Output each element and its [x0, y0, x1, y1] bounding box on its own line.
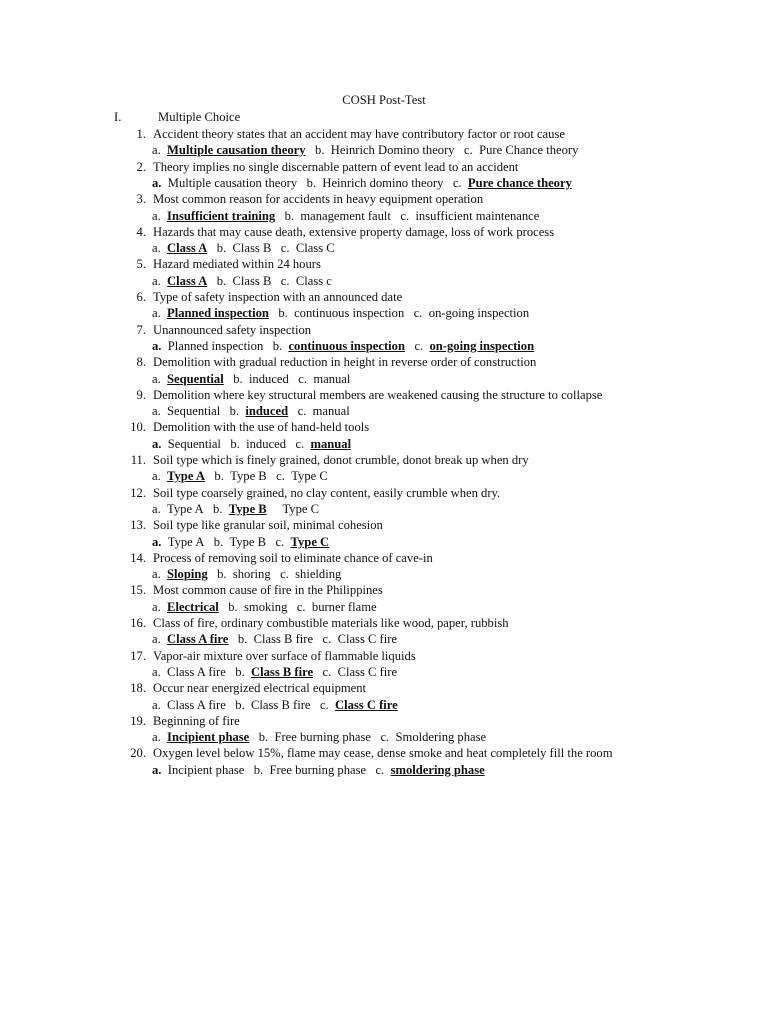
- correct-answer-text: induced: [245, 404, 289, 419]
- question-number: 16.: [130, 616, 146, 630]
- answer-options: [152, 208, 539, 224]
- option-text: Class A fire: [167, 664, 226, 679]
- option-letter: c.: [280, 273, 290, 288]
- answer-option: [286, 437, 351, 451]
- option-letter: b.: [216, 273, 227, 288]
- option-text: Heinrich domino theory: [322, 175, 444, 190]
- option-letter: b.: [213, 534, 224, 549]
- option-letter: b.: [216, 241, 227, 256]
- option-text: manual: [312, 404, 350, 419]
- answer-option: [152, 274, 207, 288]
- option-letter: b.: [278, 306, 288, 321]
- option-letter: c.: [280, 241, 290, 256]
- answer-options: [152, 142, 578, 158]
- correct-answer-text: Class A fire: [167, 632, 229, 647]
- option-text: Class C fire: [337, 664, 398, 679]
- option-letter: b.: [253, 762, 264, 777]
- answer-option: [271, 241, 334, 255]
- option-text: Heinrich Domino theory: [330, 143, 455, 158]
- answer-option: [152, 372, 224, 386]
- question-number: 4.: [136, 224, 146, 239]
- option-letter: c.: [319, 697, 329, 712]
- question-number: 11.: [130, 453, 146, 467]
- option-text: Type B: [229, 534, 267, 549]
- option-text: Pure Chance theory: [479, 143, 579, 158]
- answer-option: [271, 274, 332, 288]
- option-letter: b.: [284, 208, 295, 223]
- question-number: 8.: [136, 355, 146, 370]
- answer-options: [152, 566, 341, 582]
- question-text: Soil type which is finely grained, donot crumble, donot break up when dry: [153, 453, 529, 467]
- answer-option: [297, 176, 443, 190]
- option-letter: c.: [413, 306, 423, 321]
- option-letter: c.: [452, 175, 462, 190]
- option-letter: a.: [152, 567, 161, 582]
- correct-answer-text: Type B: [228, 501, 267, 516]
- option-letter: b.: [228, 599, 238, 614]
- answer-option: [405, 339, 534, 353]
- question-number: 2.: [136, 159, 146, 174]
- correct-answer-text: Incipient phase: [167, 730, 250, 745]
- answer-options: [152, 729, 486, 745]
- question-text: Process of removing soil to eliminate chance of cave-in: [153, 550, 433, 565]
- question-text: Vapor-air mixture over surface of flammable liquids: [153, 648, 416, 663]
- answer-option: [152, 469, 205, 483]
- question-number: 14.: [130, 550, 146, 565]
- answer-options: [152, 697, 398, 713]
- answer-option: [152, 567, 208, 581]
- option-text: continuous inspection: [294, 306, 405, 321]
- option-text: Class B: [232, 273, 272, 288]
- option-letter: c.: [322, 632, 332, 647]
- option-letter: c.: [375, 762, 385, 777]
- option-letter: c.: [400, 208, 410, 223]
- answer-option: [249, 730, 371, 744]
- question-text: Unannounced safety inspection: [153, 322, 312, 337]
- option-text: Sequential: [167, 436, 221, 451]
- answer-option: [391, 209, 539, 223]
- answer-option: [152, 698, 226, 712]
- question-number: 7.: [136, 322, 146, 337]
- answer-options: [152, 305, 529, 321]
- question-number: 18.: [130, 681, 146, 696]
- option-text: Multiple causation theory: [167, 175, 298, 190]
- answer-options: [152, 273, 332, 289]
- answer-option: [371, 730, 486, 744]
- question-text: Most common reason for accidents in heavy equipment operation: [153, 192, 484, 207]
- answer-option: [152, 600, 219, 614]
- question-number: 5.: [136, 257, 146, 272]
- option-letter: a.: [152, 599, 161, 614]
- answer-option: [275, 209, 391, 223]
- answer-option: [152, 535, 204, 549]
- answer-option: [205, 469, 267, 483]
- option-text: Type B: [230, 469, 267, 484]
- option-letter: c.: [295, 436, 305, 451]
- question-text: Accident theory states that an accident may have contributory factor or root cause: [153, 127, 565, 141]
- option-letter: c.: [296, 599, 306, 614]
- answer-options: [152, 468, 328, 484]
- answer-option: [220, 404, 288, 418]
- question-text: Oxygen level below 15%, flame may cease, dense smoke and heat completely fill the room: [153, 746, 613, 761]
- answer-option: [207, 241, 271, 255]
- question-number: 9.: [136, 387, 146, 402]
- answer-option: [152, 665, 226, 679]
- correct-answer-text: manual: [310, 436, 352, 451]
- question-text: Demolition with gradual reduction in height in reverse order of construction: [153, 355, 537, 370]
- correct-answer-text: Class A: [167, 273, 208, 288]
- answer-option: [289, 372, 351, 386]
- option-letter: b.: [229, 404, 240, 419]
- option-letter: c.: [280, 567, 289, 582]
- option-letter: a.: [152, 534, 162, 549]
- option-text: on-going inspection: [428, 306, 530, 321]
- answer-options: [152, 501, 319, 517]
- option-letter: a.: [152, 469, 161, 484]
- question-text: Hazards that may cause death, extensive property damage, loss of work process: [153, 224, 555, 239]
- option-text: Sequential: [167, 404, 221, 419]
- answer-option: [152, 502, 204, 516]
- correct-answer-text: Sequential: [167, 371, 224, 386]
- answer-option: [152, 176, 297, 190]
- option-letter: c.: [322, 664, 332, 679]
- option-text: Type A: [167, 501, 204, 516]
- option-text: management fault: [300, 208, 391, 223]
- question-text: Occur near energized electrical equipment: [153, 681, 367, 696]
- option-letter: a.: [152, 371, 161, 386]
- question-text: Theory implies no single discernable pattern of event lead to an accident: [153, 159, 519, 174]
- answer-option: [208, 567, 271, 581]
- answer-option: [226, 665, 313, 679]
- answer-options: [152, 403, 350, 419]
- section-number: I.: [114, 110, 122, 124]
- option-letter: a.: [152, 404, 161, 419]
- option-text: Class c: [295, 273, 332, 288]
- question-text: Class of fire, ordinary combustible materials like wood, paper, rubbish: [153, 616, 509, 630]
- option-text: Class B fire: [251, 697, 311, 712]
- answer-option: [266, 535, 329, 549]
- answer-option: [443, 176, 572, 190]
- option-text: Class B: [232, 241, 272, 256]
- answer-option: [152, 404, 220, 418]
- option-text: Class C fire: [337, 632, 398, 647]
- answer-option: [455, 143, 579, 157]
- answer-option: [152, 763, 244, 777]
- answer-option: [267, 502, 319, 516]
- question-text: Soil type coarsely grained, no clay content, easily crumble when dry.: [153, 485, 501, 500]
- question-number: 3.: [136, 192, 146, 207]
- option-letter: a.: [152, 338, 162, 353]
- answer-option: [221, 437, 286, 451]
- option-letter: b.: [235, 664, 245, 679]
- option-text: induced: [248, 371, 289, 386]
- correct-answer-text: Electrical: [167, 599, 219, 614]
- option-text: smoking: [244, 599, 288, 614]
- answer-option: [152, 632, 228, 646]
- answer-options: [152, 338, 534, 354]
- answer-options: [152, 371, 350, 387]
- answer-options: [152, 240, 335, 256]
- option-text: shielding: [295, 567, 342, 582]
- correct-answer-text: Planned inspection: [167, 306, 269, 321]
- answer-option: [224, 372, 289, 386]
- answer-option: [219, 600, 288, 614]
- correct-answer-text: Type A: [167, 469, 205, 484]
- option-letter: c.: [275, 534, 285, 549]
- answer-option: [152, 437, 221, 451]
- correct-answer-text: Pure chance theory: [467, 175, 572, 190]
- question-number: 13.: [130, 518, 146, 533]
- option-letter: a.: [152, 501, 161, 516]
- answer-option: [313, 632, 397, 646]
- option-text: Class B fire: [253, 632, 314, 647]
- option-letter: b.: [233, 371, 243, 386]
- question-text: Beginning of fire: [153, 713, 240, 728]
- answer-option: [404, 306, 529, 320]
- question-number: 12.: [130, 485, 146, 500]
- option-text: Planned inspection: [167, 338, 264, 353]
- answer-options: [152, 175, 572, 191]
- question-number: 20.: [130, 746, 146, 761]
- answer-option: [269, 306, 404, 320]
- answer-options: [152, 436, 351, 452]
- answer-option: [287, 600, 376, 614]
- correct-answer-text: smoldering phase: [390, 762, 485, 777]
- answer-options: [152, 631, 397, 647]
- answer-option: [204, 502, 267, 516]
- option-letter: a.: [152, 697, 161, 712]
- option-letter: b.: [272, 338, 283, 353]
- option-letter: a.: [152, 143, 161, 158]
- option-letter: c.: [464, 143, 473, 158]
- option-text: Class C: [295, 241, 335, 256]
- answer-option: [204, 535, 266, 549]
- answer-option: [366, 763, 485, 777]
- question-number: 1.: [136, 127, 146, 141]
- option-letter: c.: [380, 730, 390, 745]
- answer-option: [152, 143, 306, 157]
- answer-option: [152, 306, 269, 320]
- option-letter: b.: [235, 697, 245, 712]
- answer-option: [306, 143, 455, 157]
- correct-answer-text: continuous inspection: [288, 338, 405, 353]
- option-text: Smoldering phase: [395, 730, 487, 745]
- option-letter: c.: [297, 404, 307, 419]
- option-letter: a.: [152, 664, 161, 679]
- answer-options: [152, 664, 397, 680]
- answer-option: [207, 274, 271, 288]
- option-letter: b.: [258, 730, 269, 745]
- page-title: COSH Post-Test: [342, 93, 426, 107]
- option-letter: b.: [306, 175, 317, 190]
- question-number: 15.: [130, 583, 146, 598]
- option-text: Type A: [167, 534, 205, 549]
- answer-option: [271, 567, 342, 581]
- option-text: induced: [246, 436, 286, 451]
- answer-options: [152, 534, 329, 550]
- option-letter: a.: [152, 175, 162, 190]
- correct-answer-text: Sloping: [167, 567, 208, 582]
- answer-options: [152, 599, 377, 615]
- option-letter: c.: [298, 371, 308, 386]
- correct-answer-text: Class B fire: [251, 664, 314, 679]
- option-letter: b.: [230, 436, 240, 451]
- option-letter: a.: [152, 762, 162, 777]
- answer-option: [152, 339, 263, 353]
- question-text: Soil type like granular soil, minimal cohesion: [153, 518, 383, 533]
- option-letter: c.: [414, 338, 424, 353]
- correct-answer-text: Class C fire: [335, 697, 398, 712]
- question-number: 10.: [130, 420, 146, 435]
- option-letter: a.: [152, 273, 161, 288]
- answer-options: [152, 762, 485, 778]
- option-text: insufficient maintenance: [415, 208, 540, 223]
- option-letter: a.: [152, 730, 161, 745]
- option-letter: a.: [152, 241, 161, 256]
- correct-answer-text: Type C: [290, 534, 330, 549]
- option-text: Class A fire: [167, 697, 226, 712]
- option-letter: a.: [152, 208, 161, 223]
- option-text: shoring: [232, 567, 271, 582]
- option-letter: b.: [237, 632, 248, 647]
- correct-answer-text: Class A: [167, 241, 208, 256]
- option-text: manual: [313, 371, 351, 386]
- option-text: burner flame: [311, 599, 377, 614]
- answer-option: [311, 698, 398, 712]
- section-label: Multiple Choice: [158, 110, 241, 124]
- question-number: 6.: [136, 290, 146, 304]
- option-letter: b.: [315, 143, 325, 158]
- answer-option: [288, 404, 350, 418]
- answer-option: [152, 241, 207, 255]
- answer-option: [226, 698, 311, 712]
- option-letter: b.: [217, 567, 227, 582]
- option-letter: a.: [152, 436, 162, 451]
- question-number: 19.: [130, 713, 146, 728]
- answer-option: [152, 209, 275, 223]
- question-text: Type of safety inspection with an announced date: [153, 290, 403, 304]
- option-text: Type C: [291, 469, 328, 484]
- answer-option: [313, 665, 397, 679]
- option-letter: a.: [152, 632, 161, 647]
- question-text: Demolition with the use of hand-held tools: [153, 420, 370, 435]
- option-text: Incipient phase: [167, 762, 245, 777]
- option-letter: b.: [213, 501, 223, 516]
- question-text: Hazard mediated within 24 hours: [153, 257, 321, 272]
- answer-option: [267, 469, 328, 483]
- answer-option: [263, 339, 405, 353]
- question-number: 17.: [130, 648, 146, 663]
- option-letter: b.: [214, 469, 224, 484]
- option-letter: c.: [276, 469, 285, 484]
- option-text: Type C: [282, 501, 319, 516]
- answer-option: [228, 632, 313, 646]
- question-text: Demolition where key structural members are weakened causing the structure to collapse: [153, 387, 603, 402]
- answer-option: [152, 730, 249, 744]
- question-text: Most common cause of fire in the Philippines: [153, 583, 383, 598]
- correct-answer-text: Multiple causation theory: [167, 143, 306, 158]
- option-text: Free burning phase: [269, 762, 367, 777]
- correct-answer-text: on-going inspection: [429, 338, 535, 353]
- option-text: Free burning phase: [274, 730, 372, 745]
- correct-answer-text: Insufficient training: [167, 208, 276, 223]
- answer-option: [244, 763, 366, 777]
- option-letter: a.: [152, 306, 161, 321]
